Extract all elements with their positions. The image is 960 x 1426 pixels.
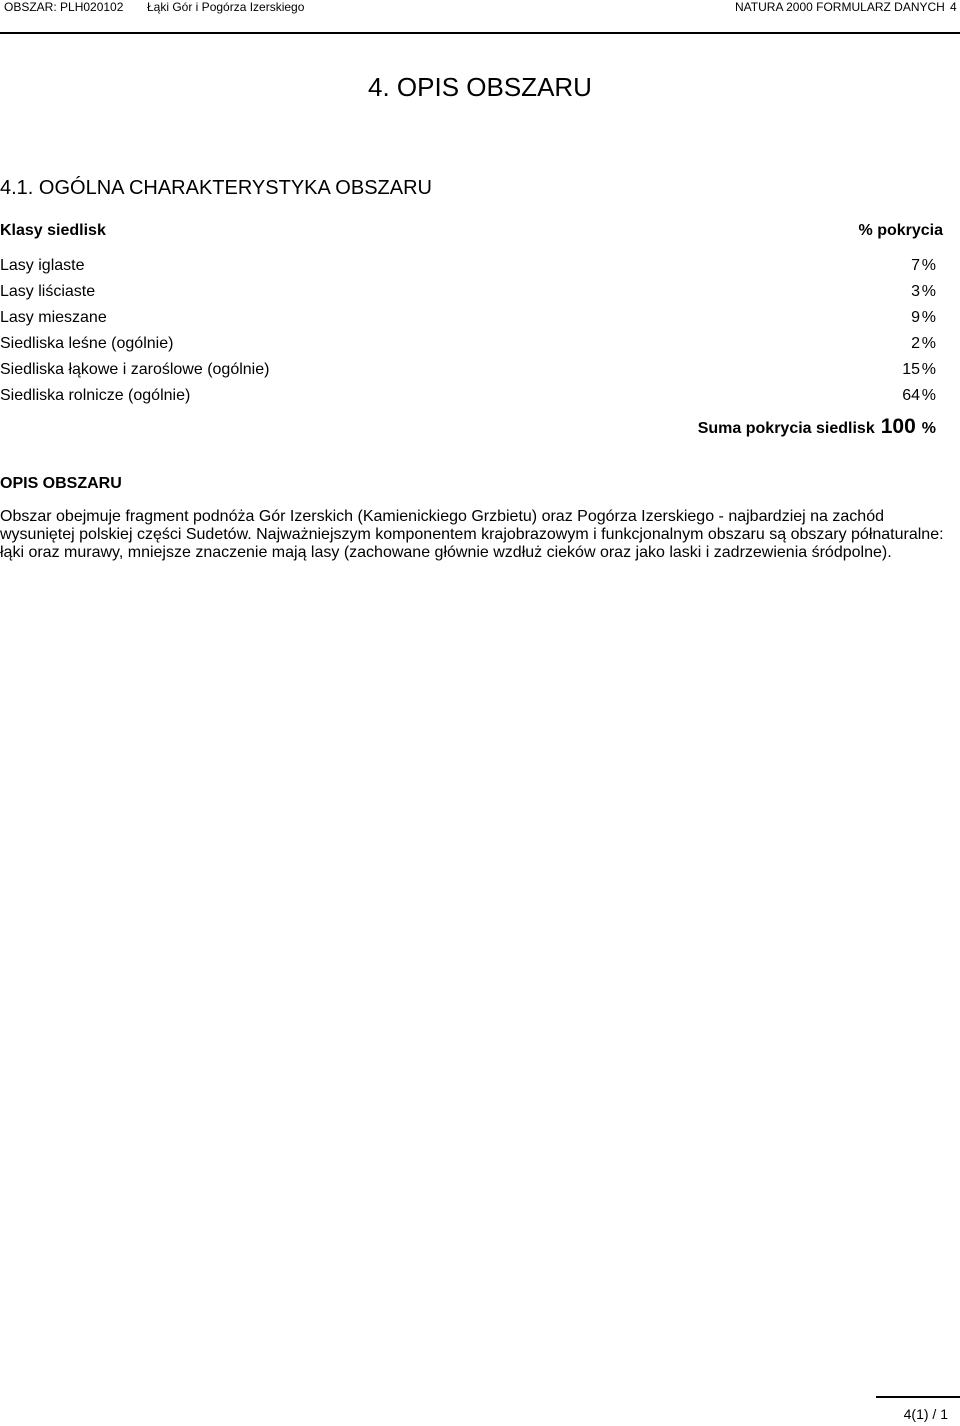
column-header-classes: Klasy siedlisk bbox=[0, 222, 106, 239]
habitat-row bbox=[0, 282, 936, 302]
habitat-value: 15 bbox=[902, 361, 920, 378]
coverage-sum bbox=[698, 414, 936, 440]
page-header bbox=[0, 0, 960, 14]
habitat-label: Lasy mieszane bbox=[0, 309, 107, 326]
section-title: 4.1. OGÓLNA CHARAKTERYSTYKA OBSZARU bbox=[0, 177, 432, 199]
sum-label: Suma pokrycia siedlisk bbox=[697, 420, 875, 437]
header-page-number: 4 bbox=[950, 0, 957, 14]
footer-page-indicator: 4(1) / 1 bbox=[903, 1406, 948, 1422]
header-divider bbox=[0, 32, 960, 34]
column-header-cover: % pokrycia bbox=[858, 222, 943, 239]
footer-divider bbox=[876, 1396, 960, 1398]
habitat-value: 64 bbox=[902, 387, 920, 404]
sum-percent-sign: % bbox=[921, 420, 936, 437]
page-title bbox=[0, 71, 960, 103]
habitat-value: 2 bbox=[911, 335, 920, 352]
habitat-label: Siedliska rolnicze (ogólnie) bbox=[0, 387, 191, 404]
habitat-value: 7 bbox=[911, 257, 920, 274]
header-site-code: OBSZAR: PLH020102 bbox=[4, 0, 124, 14]
percent-sign: % bbox=[921, 335, 936, 352]
header-site-name: Łąki Gór i Pogórza Izerskiego bbox=[147, 0, 305, 14]
habitat-row bbox=[0, 334, 936, 354]
habitat-row bbox=[0, 386, 936, 406]
percent-sign: % bbox=[921, 387, 936, 404]
habitat-value: 9 bbox=[911, 309, 920, 326]
habitat-label: Siedliska łąkowe i zaroślowe (ogólnie) bbox=[0, 361, 270, 378]
habitat-row bbox=[0, 308, 936, 328]
percent-sign: % bbox=[921, 309, 936, 326]
habitat-value: 3 bbox=[911, 283, 920, 300]
sum-value: 100 bbox=[880, 415, 916, 438]
header-form-title: NATURA 2000 FORMULARZ DANYCH bbox=[735, 0, 945, 14]
description-text: Obszar obejmuje fragment podnóża Gór Izerskich (Kamienickiego Grzbietu) oraz Pogórza Izerskiego - najbardziej na zachód wysuniętej polskiej części Sudetów. Najważniejszym komponentem krajobrazowym i funkcjonalnym obszaru są obszary półnaturalne: łąki oraz murawy, mniejsze znaczenie mają lasy (zachowane głównie wzdłuż cieków oraz jako laski i zadrzewienia śródpolne). bbox=[0, 508, 944, 562]
habitat-row bbox=[0, 360, 936, 380]
habitat-label: Lasy liściaste bbox=[0, 283, 96, 300]
percent-sign: % bbox=[921, 283, 936, 300]
habitat-row bbox=[0, 256, 936, 276]
page-title-text: 4. OPIS OBSZARU bbox=[368, 72, 592, 102]
percent-sign: % bbox=[921, 257, 936, 274]
habitat-label: Lasy iglaste bbox=[0, 257, 85, 274]
habitat-label: Siedliska leśne (ogólnie) bbox=[0, 335, 174, 352]
percent-sign: % bbox=[921, 361, 936, 378]
description-title: OPIS OBSZARU bbox=[0, 475, 122, 492]
